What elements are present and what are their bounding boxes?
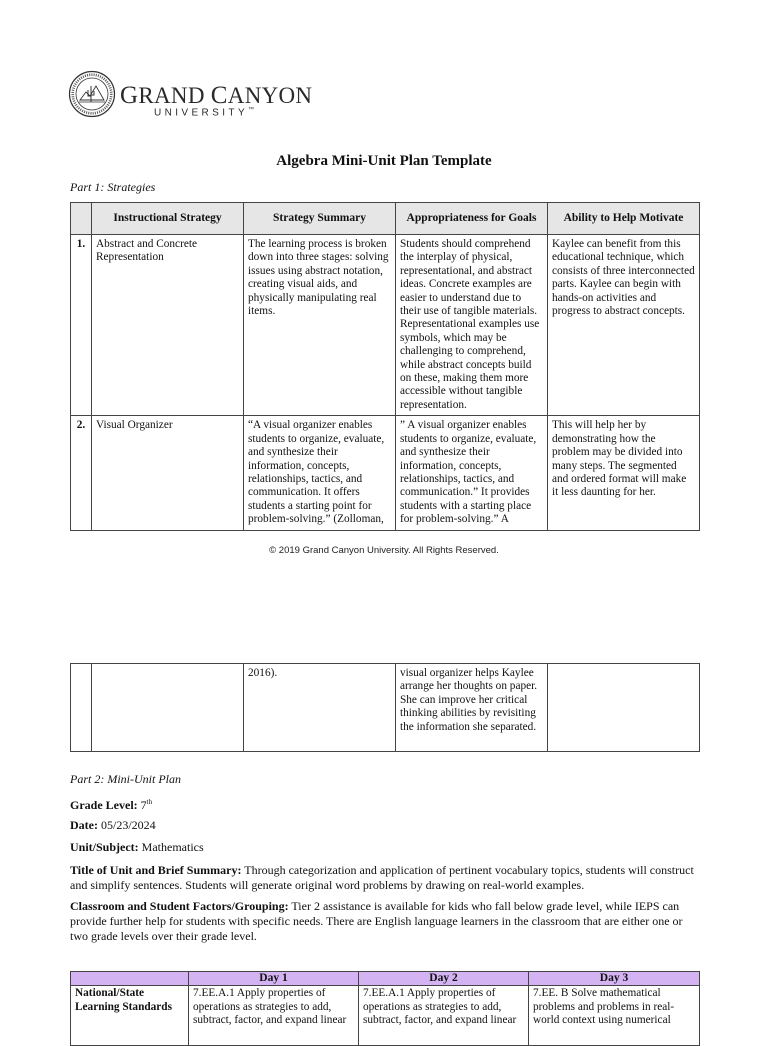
student-factors-value: Tier 2 assistance is available for kids who fall below grade level, while IEPS can provide further help for students with specific needs. There are English language learners in the classroom that are either one or two grade levels over their grade level. (70, 899, 683, 943)
row-number: 2. (71, 416, 92, 530)
logo-subtitle: UNIVERSITY™ (154, 107, 258, 119)
table-row (71, 664, 700, 752)
grade-level-label: Grade Level: (70, 798, 138, 812)
unit-summary-paragraph (70, 863, 700, 893)
row-number (71, 664, 92, 752)
summary-cell: The learning process is broken down into three stages: solving issues using abstract notation, creating visual aids, and physically manipulating real items. (244, 235, 396, 416)
strategy-cell: Abstract and Concrete Representation (92, 235, 244, 416)
part1-heading: Part 1: Strategies (70, 180, 156, 194)
student-factors-paragraph (70, 899, 700, 944)
standards-header-blank (71, 972, 189, 986)
standards-day2-cell: 7.EE.A.1 Apply properties of operations as strategies to add, subtract, factor, and expand linear (359, 986, 529, 1046)
logo-name-rest: RAND (138, 83, 205, 108)
standards-table (70, 971, 700, 1046)
date-line (70, 818, 700, 833)
university-logo (68, 70, 313, 120)
standards-row-label: National/State Learning Standards (71, 986, 189, 1046)
unit-summary-value: Through categorization and application of pertinent vocabulary topics, students will construct and simplify sentences. Students will generate original word problems by drawing on real-world examples. (70, 863, 694, 892)
goals-cell: Students should comprehend the interplay of physical, representational, and abstract ideas. Concrete examples are easier to understand due to their use of tangible materials. Representational examples use symbols, which may be challenging to comprehend, while abstract concepts build on these, making them more accessible without tangible representation. (396, 235, 548, 416)
standards-header-day1: Day 1 (189, 972, 359, 986)
subject-label: Unit/Subject: (70, 840, 139, 854)
copyright-footer: © 2019 Grand Canyon University. All Rights Reserved. (269, 545, 499, 556)
standards-day1-cell: 7.EE.A.1 Apply properties of operations as strategies to add, subtract, factor, and expand linear (189, 986, 359, 1046)
standards-header-day2: Day 2 (359, 972, 529, 986)
subject-value: Mathematics (141, 840, 204, 854)
standards-header-day3: Day 3 (529, 972, 700, 986)
header-strategy-summary: Strategy Summary (244, 203, 396, 235)
standards-header-row (71, 972, 700, 986)
summary-cell: “A visual organizer enables students to organize, evaluate, and synthesize their information, concepts, relationships, tactics, and communication. It offers students a starting point for problem-solving.” (Zolloman, (244, 416, 396, 530)
header-number (71, 203, 92, 235)
document-title: Algebra Mini-Unit Plan Template (276, 153, 492, 169)
table-header-row (71, 203, 700, 235)
standards-day3-cell: 7.EE. B Solve mathematical problems and problems in real-world context using numerical (529, 986, 700, 1046)
date-label: Date: (70, 818, 98, 832)
strategy-cell: Visual Organizer (92, 416, 244, 530)
motivate-cell (548, 664, 700, 752)
grade-level-sup: th (146, 798, 153, 806)
strategies-table (70, 202, 700, 531)
strategy-cell (92, 664, 244, 752)
table-row (71, 986, 700, 1046)
subject-line (70, 840, 700, 855)
grade-level-line (70, 795, 700, 813)
table-row (71, 235, 700, 416)
header-instructional-strategy: Instructional Strategy (92, 203, 244, 235)
table-row (71, 416, 700, 530)
row-number: 1. (71, 235, 92, 416)
header-appropriateness: Appropriateness for Goals (396, 203, 548, 235)
goals-cell: ” A visual organizer enables students to organize, evaluate, and synthesize their information, concepts, relationships, tactics, and communication.” It provides students with a starting place for problem-solving.” A (396, 416, 548, 530)
motivate-cell: Kaylee can benefit from this educational technique, which consists of three interconnected parts. Kaylee can begin with hands-on activities and progress to abstract concepts. (548, 235, 700, 416)
student-factors-label: Classroom and Student Factors/Grouping: (70, 899, 289, 913)
part2-heading: Part 2: Mini-Unit Plan (70, 772, 181, 786)
logo-wordmark: GRAND CANYON (120, 82, 313, 109)
goals-cell: visual organizer helps Kaylee arrange her thoughts on paper. She can improve her critical thinking abilities by revisiting the information she separated. (396, 664, 548, 752)
motivate-cell: This will help her by demonstrating how the problem may be divided into many steps. The segmented and ordered format will make it less daunting for her. (548, 416, 700, 530)
strategies-table-continued (70, 663, 700, 752)
summary-cell: 2016). (244, 664, 396, 752)
date-value: 05/23/2024 (100, 818, 156, 832)
header-motivate: Ability to Help Motivate (548, 203, 700, 235)
university-seal-icon (68, 70, 116, 118)
grade-level-value: 7 (140, 798, 147, 812)
unit-summary-label: Title of Unit and Brief Summary: (70, 863, 242, 877)
